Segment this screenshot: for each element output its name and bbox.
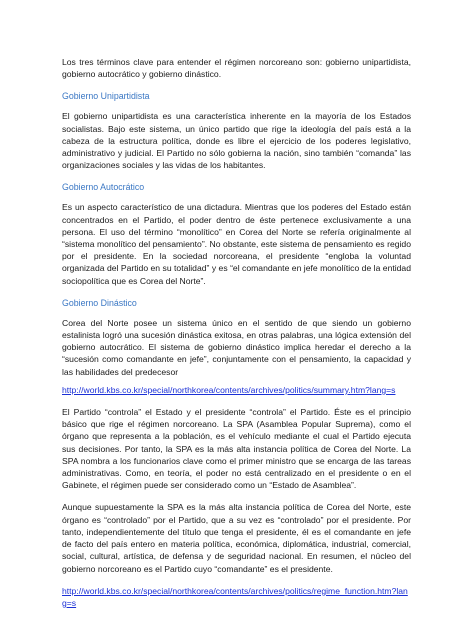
section-heading-autocratico: Gobierno Autocrático [62,182,145,193]
paragraph-spa-control: El Partido “controla” el Estado y el presidente “controla” el Partido. Éste es el principio básico que rige el régimen norcoreano. La SPA (Asamblea Popular Suprema), como el órgano que representa a la población, es el vehículo mediante el cual el Partido ejecuta sus decisiones. Por tanto, la SPA es la más alta instancia política de Corea del Norte. La SPA nombra a los funcionarios clave como el primer ministro que se encarga de las tareas administrativas. Como, en teoría, el poder no está centralizado en el presidente o en el Gabinete, el régimen puede ser considerado como un “Estado de Asamblea”. [62,407,411,491]
intro-paragraph: Los tres términos clave para entender el régimen norcoreano son: gobierno unipartidista, gobierno autocrático y gobierno dinástico. [62,57,411,80]
source-link-summary[interactable]: http://world.kbs.co.kr/special/northkorea/contents/archives/politics/summary.htm?lang=s [62,384,396,395]
source-link-regime-function[interactable]: http://world.kbs.co.kr/special/northkorea/contents/archives/politics/regime_function.htm?lang=s [62,585,408,608]
document-page [62,56,411,619]
paragraph-conclusion: Aunque supuestamente la SPA es la más alta instancia política de Corea del Norte, este órgano es “controlado” por el Partido, que a su vez es “controlado” por el presidente. Por tanto, independientemente del título que tenga el presidente, él es el comandante en jefe de facto del país entero en materia política, económica, diplomática, industrial, comercial, social, cultural, artística, de defensa y de seguridad nacional. En resumen, el núcleo del gobierno norcoreano es el Partido cuyo “comandante” es el presidente. [62,502,411,574]
section-heading-dinastico: Gobierno Dinástico [62,297,137,308]
section-heading-unipartidista: Gobierno Unipartidista [62,91,150,102]
section-body-dinastico: Corea del Norte posee un sistema único en el sentido de que siendo un gobierno estalinista logró una sucesión dinástica exitosa, en otras palabras, una lógica extensión del gobierno autocrático. El sistema de gobierno dinástico implica heredar el derecho a la “sucesión como comandante en jefe”, conjuntamente con el pensamiento, la capacidad y las habilidades del predecesor [62,317,411,377]
section-body-autocratico: Es un aspecto característico de una dictadura. Mientras que los poderes del Estado están concentrados en el Partido, el poder dentro de éste pertenece exclusivamente a una persona. El uso del término “monolítico” en Corea del Norte se refería originalmente al “sistema monolítico del pensamiento”. No obstante, este sistema de pensamiento es regido por el presidente. En la sociedad norcoreana, el presidente “engloba la voluntad organizada del Partido en su totalidad” y es “el comandante en jefe monolítico de la entidad sociopolítica que es Corea del Norte”. [62,202,411,286]
section-body-unipartidista: El gobierno unipartidista es una característica inherente en la mayoría de los Estados socialistas. Bajo este sistema, un único partido que rige la ideología del país está a la cabeza de la estructura política, donde es libre el ejercicio de los poderes legislativo, administrativo y judicial. El Partido no sólo gobierna la nación, sino también “comanda” las organizaciones sociales y las vidas de los habitantes. [62,111,411,171]
